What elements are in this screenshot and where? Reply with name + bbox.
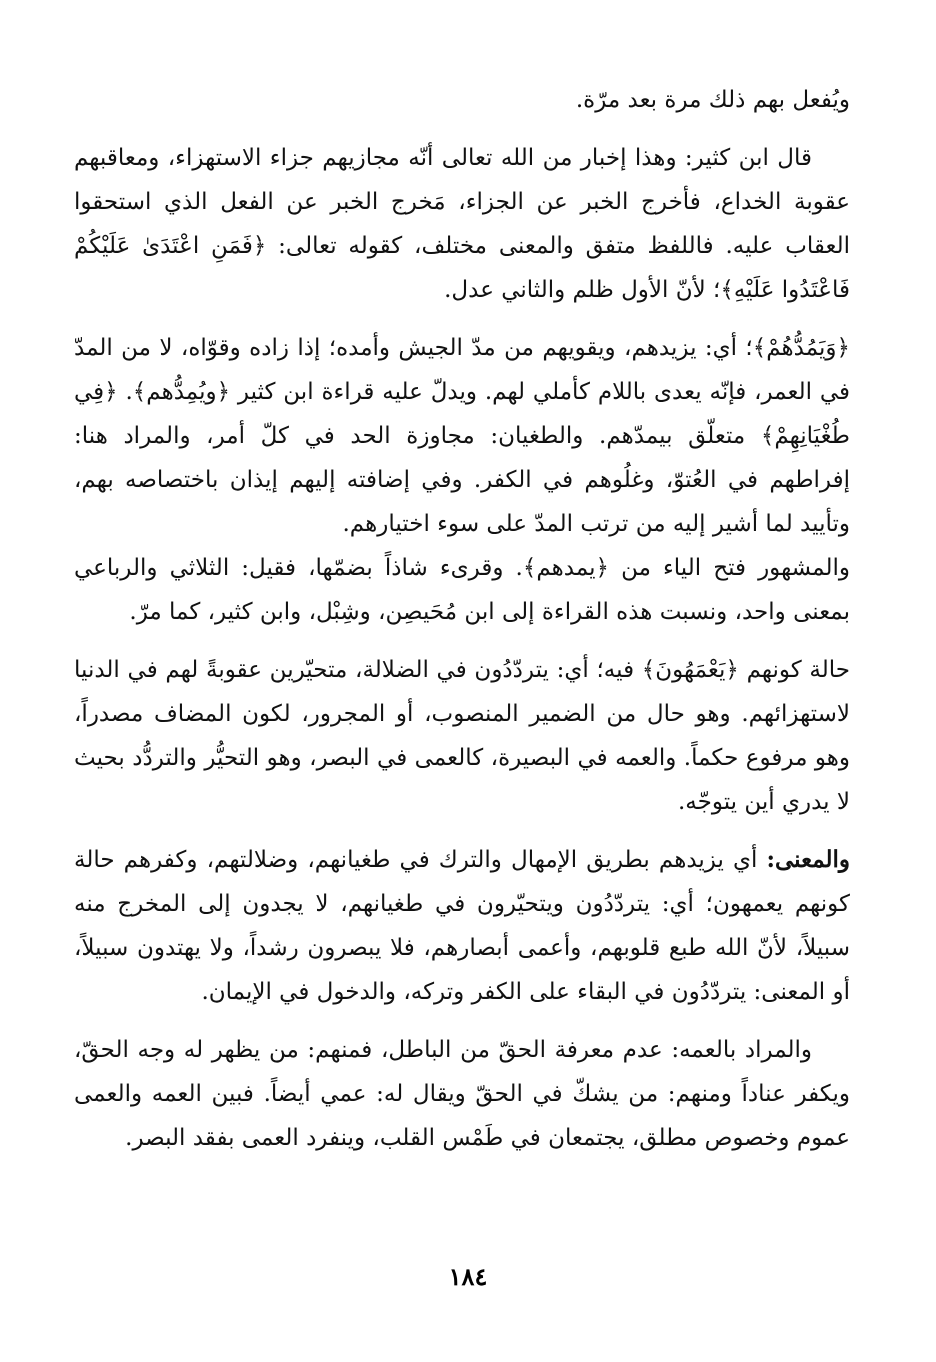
- paragraph-1-text: ويُفعل بهم ذلك مرة بعد مرّة.: [575, 87, 850, 113]
- paragraph-5: [74, 648, 850, 824]
- paragraph-3-text: ﴿وَيَمُدُّهُمْ﴾؛ أي: يزيدهم، ويقويهم من مدّ الجيش وأمده؛ إذا زاده وقوّاه، لا من المدّ في العمر، فإنّه يعدى باللام كأملي لهم. ويدلّ عليه قراءة ابن كثير ﴿ويُمِدُّهم﴾. ﴿فِي طُغْيَانِهِمْ﴾ متعلّق بيمدّهم. والطغيان: مجاوزة الحد في كلّ أمر، والمراد هنا: إفراطهم في العُتوّ، وغلُوهم في الكفر. وفي إضافته إليهم إيذان باختصاصه بهم، وتأييد لما أشير إليه من ترتب المدّ على سوء اختيارهم.: [74, 335, 851, 537]
- paragraph-2-text: قال ابن كثير: وهذا إخبار من الله تعالى أنّه مجازيهم جزاء الاستهزاء، ومعاقبهم عقوبة الخداع، فأخرج الخبر عن الجزاء، مَخرج الخبر عن الفعل الذي استحقوا العقاب عليه. فاللفظ متفق والمعنى مختلف، كقوله تعالى: ﴿فَمَنِ اعْتَدَىٰ عَلَيْكُمْ فَاعْتَدُوا عَلَيْهِ﴾؛ لأنّ الأول ظلم والثاني عدل.: [74, 145, 850, 303]
- paragraph-4: [74, 546, 850, 634]
- paragraph-6-text: أي يزيدهم بطريق الإمهال والترك في طغيانهم، وضلالتهم، وكفرهم حالة كونهم يعمهون؛ أي: يتردّدُون ويتحيّرون في طغيانهم، لا يجدون إلى المخرج منه سبيلاً، لأنّ الله طبع قلوبهم، وأعمى أبصارهم، فلا يبصرون رشداً، ولا يهتدون سبيلاً، أو المعنى: يتردّدُون في البقاء على الكفر وتركه، والدخول في الإيمان.: [74, 847, 850, 1005]
- paragraph-2: [74, 136, 850, 312]
- paragraph-6: [74, 838, 850, 1014]
- paragraph-7: [74, 1028, 850, 1160]
- paragraph-5-text: حالة كونهم ﴿يَعْمَهُونَ﴾ فيه؛ أي: يتردّدُون في الضلالة، متحيّرين عقوبةً لهم في الدنيا لاستهزائهم. وهو حال من الضمير المنصوب، أو المجرور، لكون المضاف مصدراً، وهو مرفوع حكماً. والعمه في البصيرة، كالعمى في البصر، وهو التحيُّر والتردُّد بحيث لا يدري أين يتوجّه.: [74, 657, 850, 815]
- paragraph-4-text: والمشهور فتح الياء من ﴿يمدهم﴾. وقرىء شاذاً بضمّها، فقيل: الثلاثي والرباعي بمعنى واحد، ونسبت هذه القراءة إلى ابن مُحَيصِن، وشِبْل، وابن كثير، كما مرّ.: [74, 555, 850, 625]
- page-number: ١٨٤: [448, 1262, 488, 1291]
- paragraph-7-text: والمراد بالعمه: عدم معرفة الحقّ من الباطل، فمنهم: من يظهر له وجه الحقّ، ويكفر عناداً ومنهم: من يشكّ في الحقّ ويقال له: عمي أيضاً. فبين العمه والعمى عموم وخصوص مطلق، يجتمعان في طَمْس القلب، وينفرد العمى بفقد البصر.: [74, 1037, 850, 1151]
- paragraph-1: [74, 78, 850, 122]
- paragraph-3: [74, 326, 850, 546]
- paragraph-6-lead: والمعنى:: [766, 846, 850, 873]
